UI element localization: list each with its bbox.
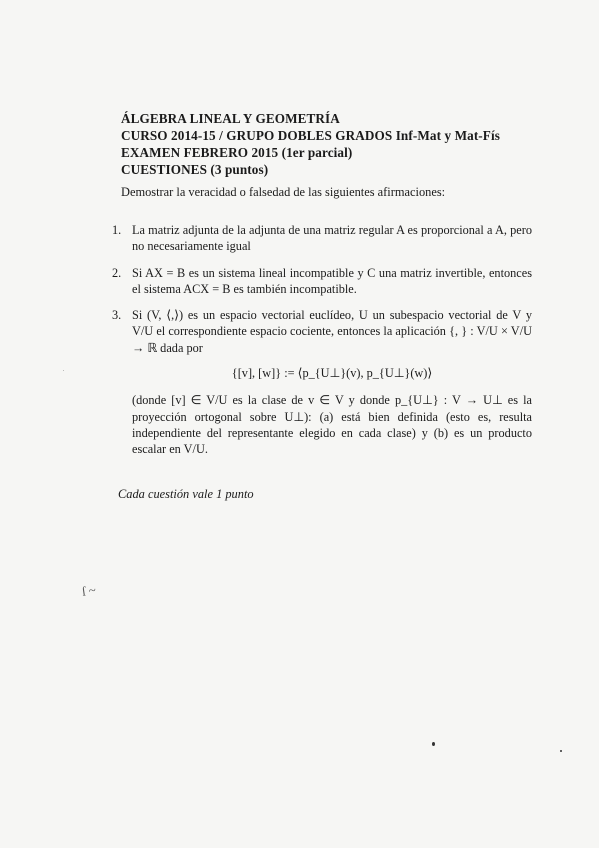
question-item	[112, 307, 532, 457]
question-number: 2.	[112, 265, 122, 280]
exam-header	[121, 110, 561, 178]
question-number: 1.	[112, 223, 122, 237]
footer-note: Cada cuestión vale 1 punto	[118, 487, 254, 501]
question-text: Si (V, ⟨,⟩) es un espacio vectorial euclídeo, U un subespacio vectorial de V y V/U el correspondiente espacio cociente, entonces la aplicación {, } : V/U × V/U → ℝ dada por	[132, 308, 532, 355]
instructions: Demostrar la veracidad o falsedad de las siguientes afirmaciones:	[121, 185, 446, 199]
header-subject: ÁLGEBRA LINEAL Y GEOMETRÍA	[121, 111, 340, 126]
question-text: Si AX = B es un sistema lineal incompatible y C una matriz invertible, entonces el sistema ACX = B es también incompatible.	[132, 265, 532, 296]
math-formula: {[v], [w]} := ⟨p_{U⊥}(v), p_{U⊥}(w)⟩	[231, 366, 433, 381]
ink-speck	[432, 742, 435, 746]
question-continuation: (donde [v] ∈ V/U es la clase de v ∈ V y donde p_{U⊥} : V → U⊥ es la proyección ortogonal sobre U⊥): (a) está bien definida (esto es, resulta independiente del representante elegido en cada clase) y (b) es un producto escalar en V/U.	[132, 393, 532, 457]
question-text: La matriz adjunta de la adjunta de una matriz regular A es proporcional a A, pero no necesariamente igual	[132, 223, 532, 254]
ink-speck	[63, 370, 64, 371]
header-course: CURSO 2014-15 / GRUPO DOBLES GRADOS Inf-Mat y Mat-Fís	[121, 128, 500, 143]
question-list	[112, 222, 532, 468]
handwritten-mark: ſ ~	[80, 582, 97, 599]
question-item	[112, 222, 532, 255]
header-exam: EXAMEN FEBRERO 2015 (1er parcial)	[121, 145, 353, 160]
ink-speck	[560, 750, 562, 752]
question-number: 3.	[112, 308, 122, 323]
header-section: CUESTIONES (3 puntos)	[121, 162, 269, 177]
question-item	[112, 265, 532, 298]
